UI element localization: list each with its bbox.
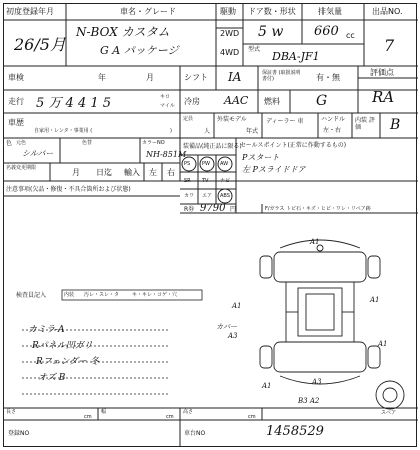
equip-ps: PS [184, 161, 191, 167]
color-number-label: カラーNO [142, 140, 165, 146]
interior-legend: 内装 [64, 292, 75, 298]
color-label: 色 [6, 140, 13, 147]
fuel-label: 燃料 [264, 97, 280, 106]
recycle-value: 9790 [200, 203, 226, 214]
original-color-label: 元色 [16, 140, 27, 146]
displacement-label: 排気量 [318, 7, 342, 16]
exterior-model-unit: 年式 [246, 128, 259, 135]
score-value: RA [372, 88, 395, 106]
frame-number-value: 1458529 [266, 424, 324, 439]
mark-front-a1: A1 [310, 238, 320, 246]
mark-right-a1-2: A1 [378, 340, 388, 348]
first-registration-label: 初度登録年月 [6, 7, 54, 16]
equip-leather: カワ [184, 193, 195, 199]
equip-airbag: エア [202, 193, 213, 199]
interior-marks-2: キ・キレ・コゲ・穴 [132, 292, 177, 298]
capacity-unit: 人 [204, 128, 211, 135]
car-diagram [260, 240, 404, 409]
spare-tire-label: スペア [381, 410, 397, 416]
lot-number-value: 7 [384, 36, 395, 55]
drive-2wd-option: 2WD [220, 29, 240, 38]
equip-navi: ナビ [220, 178, 231, 184]
equip-pw: PW [202, 161, 210, 167]
sales-points-label: セールスポイント(正常に作動するもの) [240, 142, 347, 149]
mark-rear-b3-a2: B3 A2 [298, 397, 320, 405]
original-color-value: シルバー [22, 149, 54, 158]
name-change-month: 月 [72, 168, 80, 177]
mileage-unit-km: キロ [160, 94, 171, 100]
ac-label: 冷房 [184, 97, 200, 106]
inspector-label: 検査員記入 [16, 292, 47, 299]
displacement-value: 660 [314, 24, 339, 39]
capacity-label: 定員 [183, 116, 194, 122]
katashiki-value: DBA-JF1 [272, 50, 320, 63]
frame-number-label: 車台NO [184, 430, 206, 437]
right-label: 右 [167, 168, 175, 177]
lot-number-label: 出品NO. [372, 7, 403, 16]
height-unit: cm [248, 414, 256, 420]
first-registration-value: 26/5月 [14, 35, 66, 54]
model-grade-label: 車名・グレード [120, 7, 176, 16]
displacement-unit: cc [346, 31, 355, 40]
interior-marks: 汚レ・スレ・タ [84, 292, 120, 298]
recycle-unit: 円 [230, 206, 237, 213]
interior-score-value: B [390, 117, 401, 133]
equip-tv: TV [202, 178, 209, 184]
mark-cover: カバー [216, 323, 237, 331]
handwritten-note-1: カミラ-A [28, 325, 65, 335]
handle-options: 左・右 [323, 127, 342, 134]
mileage-label: 走行 [8, 97, 24, 106]
handle-label: ハンドル [321, 116, 346, 123]
equip-aw: AW [220, 161, 229, 167]
shaken-year-label: 年 [98, 73, 106, 82]
score-label: 評価点 [370, 68, 394, 77]
color-number-value: NH-851M [146, 150, 187, 159]
history-close: ) [170, 128, 172, 134]
mark-rear-a3: A3 [312, 378, 322, 386]
equip-abs: ABS [220, 193, 230, 199]
drive-label: 駆動 [220, 7, 236, 16]
length-unit: cm [84, 414, 92, 420]
shift-label: シフト [184, 73, 208, 82]
handwritten-note-2: Rパネル凹ガリ [32, 341, 93, 351]
handwritten-note-3: Rフェンダー 冬 [36, 357, 99, 367]
drive-4wd-option: 4WD [220, 48, 240, 57]
mark-right-a1: A1 [370, 296, 380, 304]
sales-point-2: 左 Pスライドドア [242, 165, 306, 174]
recycle-label: R券 [184, 206, 195, 213]
katashiki-label: 型式 [248, 46, 261, 53]
mark-cover-a3: A3 [228, 332, 238, 340]
left-label: 左 [149, 168, 157, 177]
glass-legend: F/ガラス トビ石・キズ・ヒビ・ワレ・リペア跡 [265, 206, 371, 212]
sales-point-1: Pスタート [242, 153, 280, 162]
warranty-options: 有・無 [316, 73, 340, 82]
width-unit: cm [166, 414, 174, 420]
dealer-label: ディーラー 車 [266, 118, 304, 125]
model-name-value: N-BOX カスタム [76, 25, 170, 39]
mark-left-a1: A1 [232, 302, 242, 310]
shaken-month-label: 月 [146, 73, 154, 82]
ac-value: AAC [224, 94, 249, 107]
height-label: 高さ [183, 409, 194, 415]
warranty-label: 保証書 (取扱説明書付) [262, 70, 301, 82]
mileage-value: 5 万 4 4 1 5 [36, 96, 112, 111]
doors-value: 5 w [258, 24, 284, 40]
length-label: 長さ [6, 409, 17, 415]
history-label: 車歴 [8, 118, 24, 127]
name-change-day: 日迄 [96, 168, 112, 177]
history-options: 自家用・レンタ・事業用 ( [34, 128, 93, 134]
color-change-label: 色替 [82, 140, 93, 146]
doors-shape-label: ドア数・形状 [248, 7, 296, 16]
notes-label: 注意事項(欠品・修復・不具合箇所および状態) [6, 186, 131, 193]
width-label: 幅 [101, 409, 107, 415]
equip-sr: SR [184, 178, 191, 184]
fuel-value: G [316, 93, 328, 109]
mark-rear-a1: A1 [262, 382, 272, 390]
registration-number-label: 登録NO [8, 430, 30, 437]
mileage-unit-mile: マイル [160, 103, 175, 109]
import-label: 輸入 [124, 168, 140, 177]
name-change-deadline-label: 名義変更期限 [6, 165, 37, 171]
shaken-label: 車検 [8, 73, 24, 82]
exterior-model-label: 外装モデル [217, 116, 247, 123]
interior-score-label: 内装 評価 [355, 117, 375, 131]
handwritten-note-4: オズ B [38, 373, 66, 383]
equipment-label: 装備品(純正品に限る) [183, 143, 242, 150]
shift-value: IA [228, 70, 242, 84]
grade-value: G A パッケージ [100, 44, 179, 57]
